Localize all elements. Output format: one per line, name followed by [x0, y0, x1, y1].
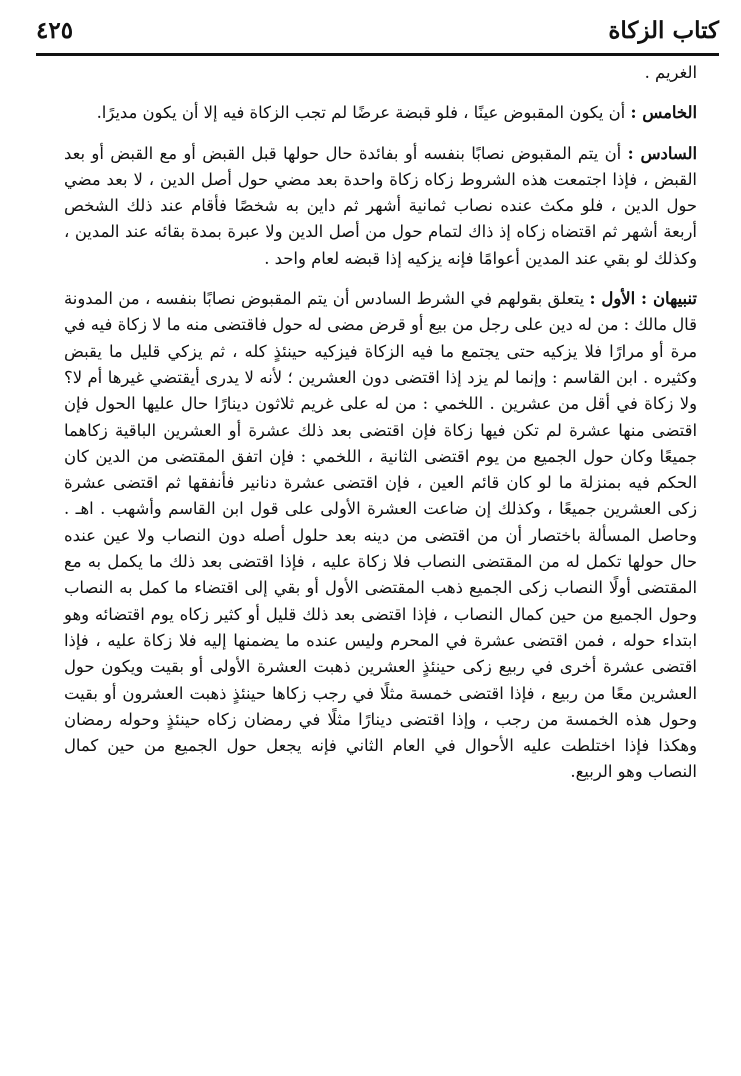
paragraph-text: يتعلق بقولهم في الشرط السادس أن يتم المقبوض نصابًا بنفسه ، من المدونة قال مالك : من له دين على رجل من بيع أو قرض مضى له حول فاقتضى منه ما لا زكاة فيه في مرة أو مرارًا فلا يزكيه حتى يجتمع ما فيه الزكاة فيزكيه حينئذٍ كله ، ثم يزكي قليل ما يقبض وكثيره . ابن القاسم : وإنما لم يزد إذا اقتضى دون العشرين ؛ لأنه لا يدرى أيقتضي غيرها أم لا؟ ولا زكاة في أقل من عشرين . اللخمي : من له على غريم ثلاثون دينارًا حال عليها الحول فإن اقتضى منها عشرة لم تكن فيها زكاة فإن اقتضى بعد ذلك عشرة أو العشرين الباقية زكاهما جميعًا وكان حول الجميع من يوم اقتضى الثانية ، اللخمي : فإن اتفق المقتضى من الدين كان الحكم فيه بمنزلة ما لو كان قائم العين ، فإن اقتضى عشرة دنانير فأنفقها ثم اقتضى عشرة زكى العشرين جميعًا ، وكذلك إن ضاعت العشرة الأولى على قول ابن القاسم وأشهب . اهـ . وحاصل المسألة باختصار أن من اقتضى من دينه بعد حلول أصله دون النصاب ولا عين عنده حال حولها تكمل له من المقتضى النصاب فلا زكاة عليه ، فإذا اقتضى بعد ذلك ما يكمل به مع المقتضى أولًا النصاب زكى الجميع ذهب المقتضى الأول أو بقي إلى اقتضاء ما كمل به النصاب وحول الجميع من حين كمال النصاب ، فإذا اقتضى بعد ذلك قليل أو كثير زكاه يوم اقتضائه وهو ابتداء حوله ، فمن اقتضى عشرة في المحرم وليس عنده ما يضمنها إليه فلا زكاة عليه ، فإذا اقتضى عشرة أخرى في ربيع زكى حينئذٍ العشرين ذهبت العشرة الأولى أو بقيت ويكون حول العشرين معًا من ربيع ، فإذا اقتضى خمسة مثلًا في رجب زكاها حينئذٍ ذهبت العشرون أو بقيت وحول هذه الخمسة من رجب ، وإذا اقتضى دينارًا مثلًا في رمضان زكاه حينئذٍ وحوله رمضان وهكذا فإذا اختلطت عليه الأحوال في العام الثاني فإنه يجعل حول الجميع من حين كمال النصاب وهو الربيع. [64, 289, 697, 782]
paragraph-notes [64, 286, 697, 786]
header-title: كتاب الزكاة [608, 16, 719, 44]
header-rule [36, 53, 719, 56]
page-header [36, 8, 719, 52]
page-body [64, 60, 697, 786]
page-number: ٤٢٥ [36, 16, 74, 44]
paragraph-sixth-condition [64, 141, 697, 272]
paragraph-text: أن يكون المقبوض عينًا ، فلو قبضة عرضًا لم تجب الزكاة فيه إلا أن يكون مديرًا. [96, 103, 631, 123]
paragraph-text: أن يتم المقبوض نصابًا بنفسه أو بفائدة حال حولها قبل القبض أو مع القبض أو بعد القبض ، فإذا اجتمعت هذه الشروط زكاه زكاة واحدة بعد مضي حول أصل الدين ، لا بعد مضي حول الدين ، فلو مكث عنده نصاب ثمانية أشهر ثم داين به شخصًا فأقام عند ذلك الشخص أربعة أشهر ثم اقتضاه زكاه إذ ذاك لتمام حول من أصل الدين ولا عبرة بمدة بقائه عند المدين ، وكذلك لو بقي عند المدين أعوامًا فإنه يزكيه إذا قبضه لعام واحد . [64, 143, 697, 268]
paragraph-heading: تنبيهان : الأول : [589, 289, 697, 309]
paragraph-heading: السادس : [627, 143, 697, 163]
paragraph-heading: الخامس : [630, 103, 697, 123]
paragraph-fifth-condition [64, 100, 697, 126]
paragraph-continuation [64, 60, 697, 86]
paragraph-text: الغريم . [644, 63, 697, 82]
